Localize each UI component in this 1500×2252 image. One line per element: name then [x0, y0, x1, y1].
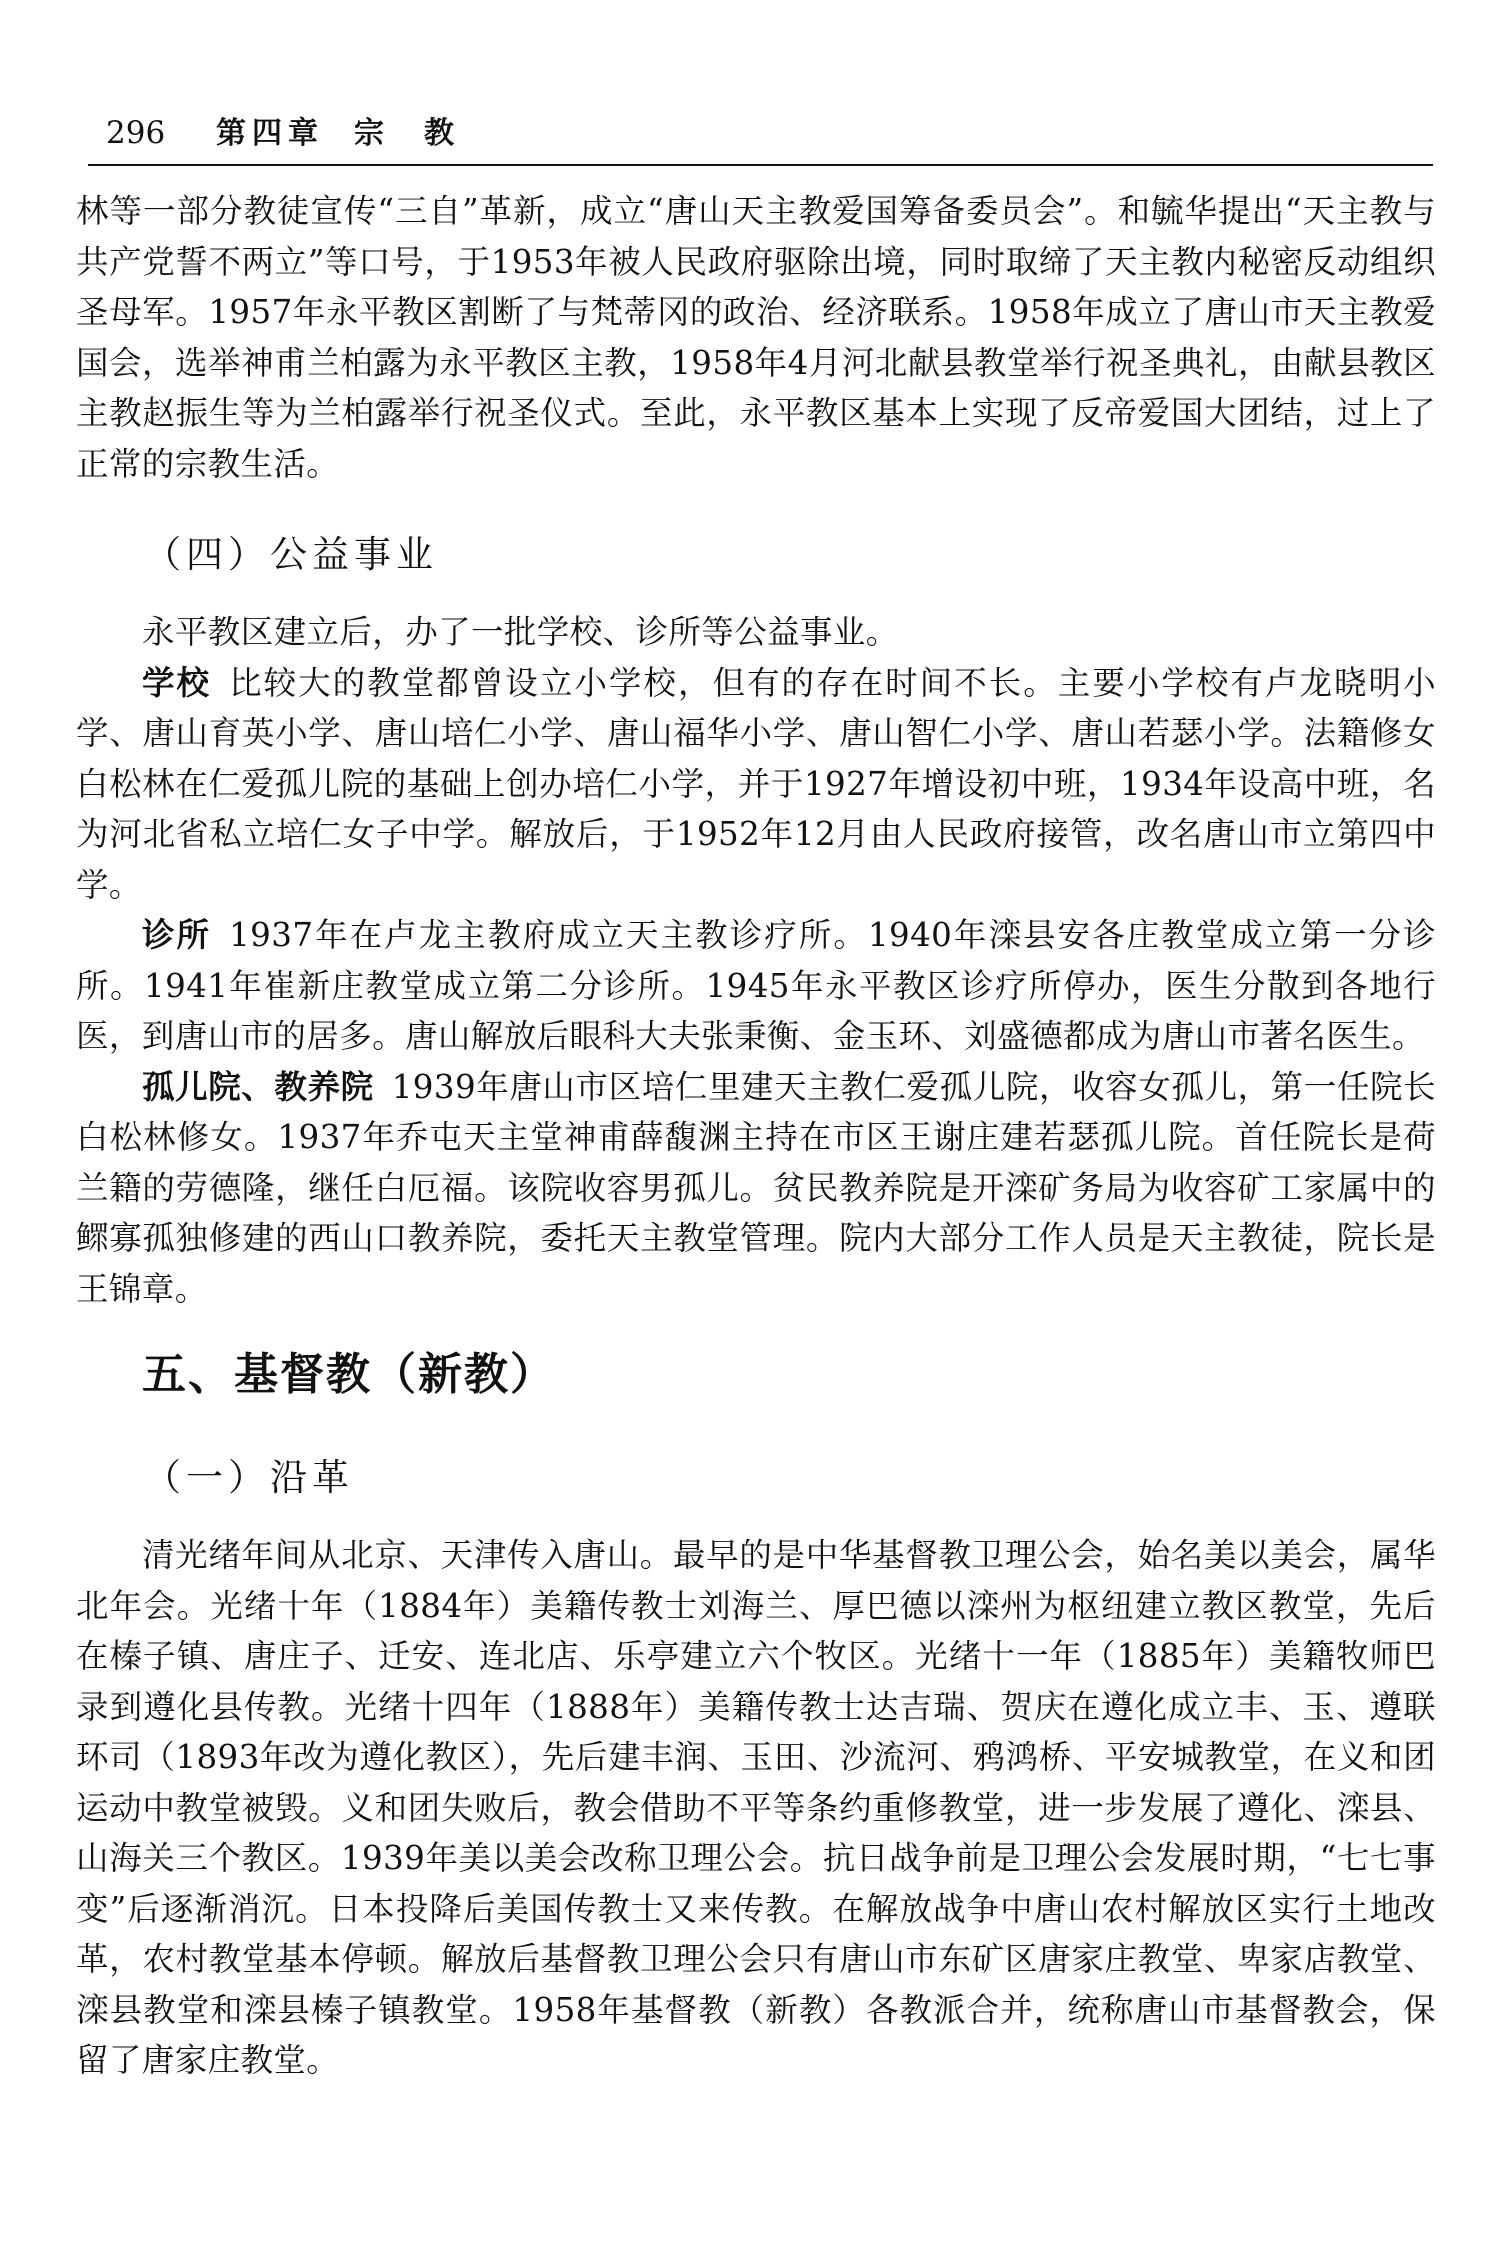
paragraph-clinics: [76, 910, 1436, 1062]
paragraph-history: 清光绪年间从北京、天津传入唐山。最早的是中华基督教卫理公会，始名美以美会，属华北年会。光绪十年（1884年）美籍传教士刘海兰、厚巴德以滦州为枢纽建立教区教堂，先后在榛子镇、唐庄子、迁安、连北店、乐亭建立六个牧区。光绪十一年（1885年）美籍牧师巴录到遵化县传教。光绪十四年（1888年）美籍传教士达吉瑞、贺庆在遵化成立丰、玉、遵联环司（1893年改为遵化教区），先后建丰润、玉田、沙流河、鸦鸿桥、平安城教堂，在义和团运动中教堂被毁。义和团失败后，教会借助不平等条约重修教堂，进一步发展了遵化、滦县、山海关三个教区。1939年美以美会改称卫理公会。抗日战争前是卫理公会发展时期，“七七事变”后逐渐消沉。日本投降后美国传教士又来传教。在解放战争中唐山农村解放区实行土地改革，农村教堂基本停顿。解放后基督教卫理公会只有唐山市东矿区唐家庄教堂、卑家店教堂、滦县教堂和滦县榛子镇教堂。1958年基督教（新教）各教派合并，统称唐山市基督教会，保留了唐家庄教堂。: [76, 1536, 1436, 2079]
chapter-label: 第四章: [216, 116, 324, 151]
heading-protestantism: 五、基督教（新教）: [142, 1349, 556, 1400]
page-body: [76, 186, 1436, 2086]
term-school: 学校: [142, 662, 212, 702]
paragraph-orphanages: [76, 1062, 1436, 1315]
heading-public-welfare: （四）公益事业: [144, 533, 438, 576]
header-rule: [88, 164, 1433, 166]
chapter-topic: 宗教: [354, 116, 494, 151]
paragraph-schools-text: 比较大的教堂都曾设立小学校，但有的存在时间不长。主要小学校有卢龙晓明小学、唐山育英小学、唐山培仁小学、唐山福华小学、唐山智仁小学、唐山若瑟小学。法籍修女白松林在仁爱孤儿院的基础上创办培仁小学，并于1927年增设初中班，1934年设高中班，名为河北省私立培仁女子中学。解放后，于1952年12月由人民政府接管，改名唐山市立第四中学。: [76, 663, 1436, 904]
paragraph-catholic-reform: 林等一部分教徒宣传“三自”革新，成立“唐山天主教爱国筹备委员会”。和毓华提出“天主教与共产党誓不两立”等口号，于1953年被人民政府驱除出境，同时取缔了天主教内秘密反动组织圣母军。1957年永平教区割断了与梵蒂冈的政治、经济联系。1958年成立了唐山市天主教爱国会，选举神甫兰柏露为永平教区主教，1958年4月河北献县教堂举行祝圣典礼，由献县教区主教赵振生等为兰柏露举行祝圣仪式。至此，永平教区基本上实现了反帝爱国大团结，过上了正常的宗教生活。: [76, 192, 1436, 483]
term-clinic: 诊所: [142, 915, 212, 954]
paragraph-schools: [76, 658, 1436, 911]
page-number: 296: [106, 115, 166, 151]
running-header: [88, 108, 1433, 151]
paragraph-orphanages-text: 1939年唐山市区培仁里建天主教仁爱孤儿院，收容女孤儿，第一任院长白松林修女。1937年乔屯天主堂神甫薛馥渊主持在市区王谢庄建若瑟孤儿院。首任院长是荷兰籍的劳德隆，继任白厄福。该院收容男孤儿。贫民教养院是开滦矿务局为收容矿工家属中的鳏寡孤独修建的西山口教养院，委托天主教堂管理。院内大部分工作人员是天主教徒，院长是王锦章。: [76, 1067, 1436, 1308]
paragraph-welfare-intro: 永平教区建立后，办了一批学校、诊所等公益事业。: [142, 613, 899, 651]
paragraph-clinics-text: 1937年在卢龙主教府成立天主教诊疗所。1940年滦县安各庄教堂成立第一分诊所。1941年崔新庄教堂成立第二分诊所。1945年永平教区诊疗所停办，医生分散到各地行医，到唐山市的居多。唐山解放后眼科大夫张秉衡、金玉环、刘盛德都成为唐山市著名医生。: [76, 916, 1436, 1055]
term-orphanage: 孤儿院、教养院: [142, 1066, 374, 1106]
heading-history: （一）沿革: [144, 1456, 354, 1499]
